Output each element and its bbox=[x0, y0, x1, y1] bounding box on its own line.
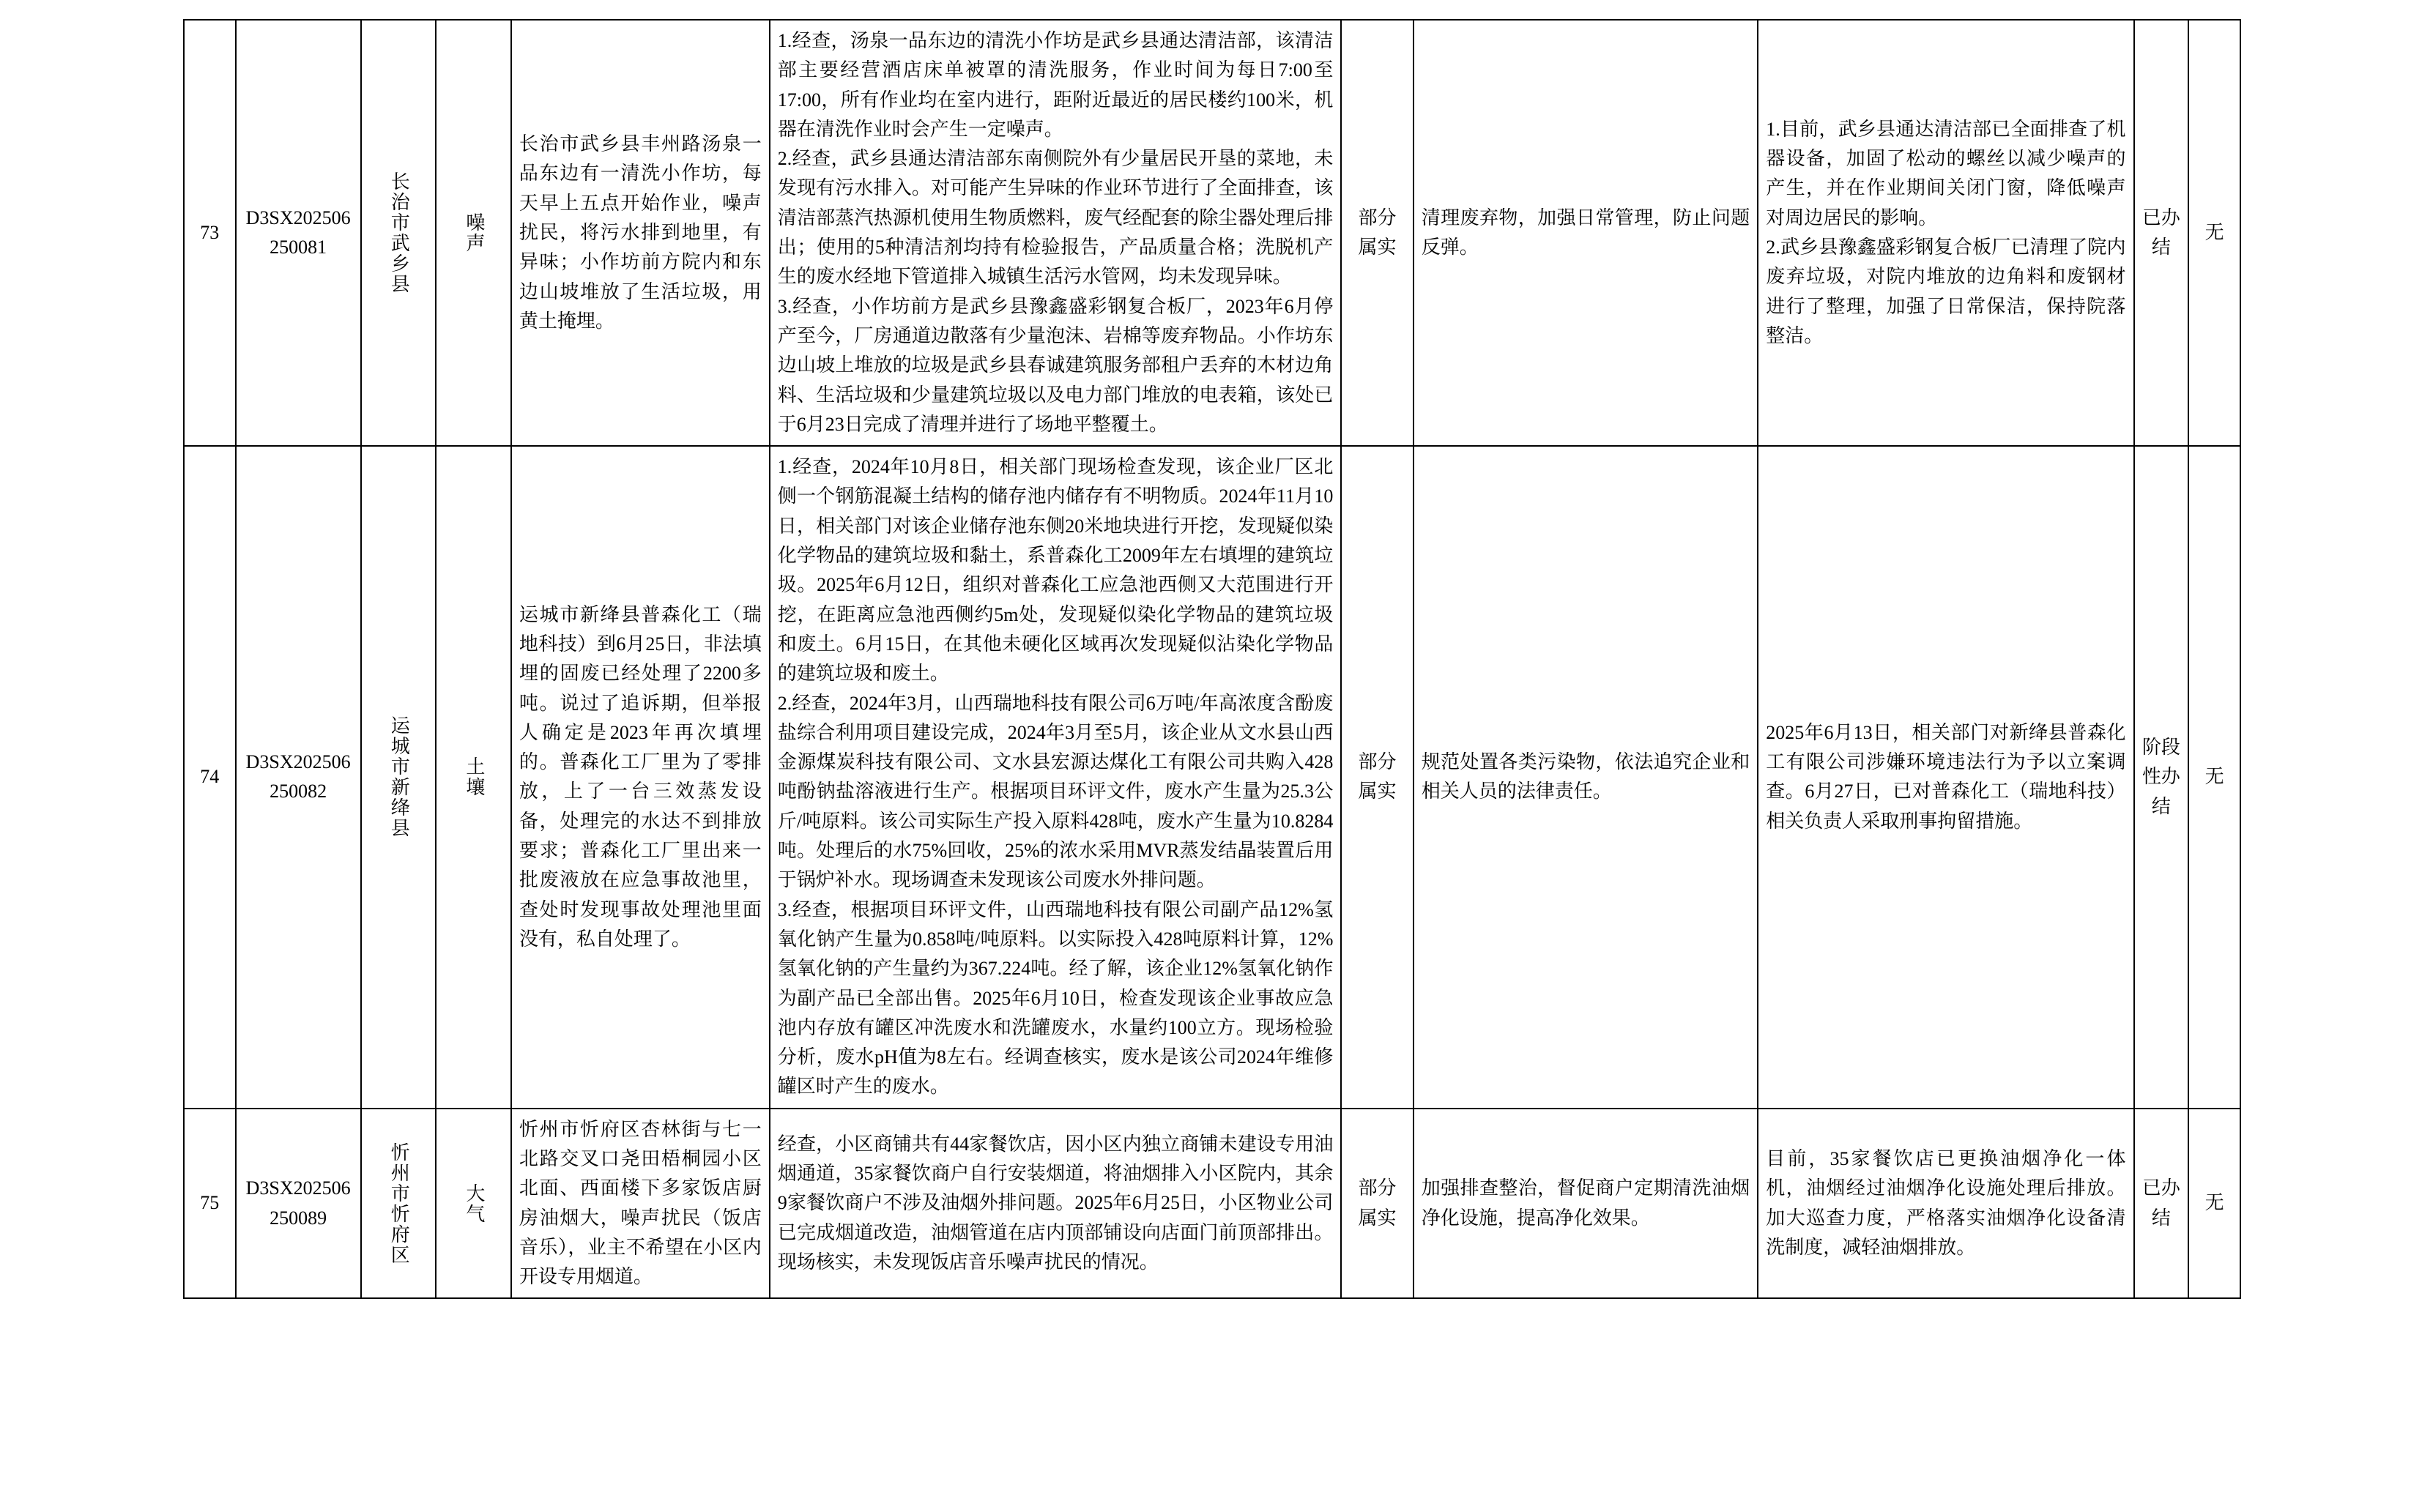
investigation-paragraph: 3.经查，小作坊前方是武乡县豫鑫盛彩钢复合板厂，2023年6月停产至今，厂房通道边散落有少量泡沫、岩棉等废弃物品。小作坊东边山坡上堆放的垃圾是武乡县春诚建筑服务部租户丢弃的木材边角料、生活垃圾和少量建筑垃圾以及电力部门堆放的电表箱，该处已于6月23日完成了清理并进行了场地平整覆土。 bbox=[777, 295, 1334, 435]
report-table bbox=[183, 19, 2241, 1299]
row-investigation bbox=[770, 446, 1342, 1109]
row-investigation bbox=[770, 1109, 1342, 1299]
investigation-paragraph: 3.经查，根据项目环评文件，山西瑞地科技有限公司副产品12%氢氧化钠产生量为0.858吨/吨原料。以实际投入428吨原料计算，12%氢氧化钠的产生量约为367.224吨。经了解，该企业12%氢氧化钠作为副产品已全部出售。2025年6月10日，检查发现该企业事故应急池内存放有罐区冲洗废水和洗罐废水，水量约100立方。现场检验分析，废水pH值为8左右。经调查核实，废水是该公司2024年维修罐区时产生的废水。 bbox=[777, 898, 1334, 1098]
row-public: 无 bbox=[2188, 1109, 2240, 1299]
row-number: 74 bbox=[184, 446, 236, 1109]
row-type bbox=[436, 446, 511, 1109]
row-number: 73 bbox=[184, 20, 236, 446]
row-description: 忻州市忻府区杏林街与七一北路交叉口尧田梧桐园小区北面、西面楼下多家饭店厨房油烟大，噪声扰民（饭店音乐），业主不希望在小区内开设专用烟道。 bbox=[511, 1109, 770, 1299]
investigation-paragraph: 2.经查，2024年3月，山西瑞地科技有限公司6万吨/年高浓度含酚废盐综合利用项目建设完成，2024年3月至5月，该企业从文水县山西金源煤炭科技有限公司、文水县宏源达煤化工有限公司共购入428吨酚钠盐溶液进行生产。根据项目环评文件，废水产生量为25.3公斤/吨原料。该公司实际生产投入原料428吨，废水产生量为10.8284吨。处理后的水75%回收，25%的浓水采用MVR蒸发结晶装置后用于锅炉补水。现场调查未发现该公司废水外排问题。 bbox=[777, 692, 1334, 891]
row-measures bbox=[1758, 1109, 2133, 1299]
row-investigation bbox=[770, 20, 1342, 446]
row-status: 阶段性办结 bbox=[2134, 446, 2189, 1109]
row-type-label: 大气 bbox=[463, 1183, 485, 1224]
row-handling: 清理废弃物，加强日常管理，防止问题反弹。 bbox=[1414, 20, 1758, 446]
row-type-label: 土壤 bbox=[463, 756, 485, 798]
row-code: D3SX202506250089 bbox=[236, 1109, 361, 1299]
row-region bbox=[361, 1109, 437, 1299]
measure-paragraph: 2.武乡县豫鑫盛彩钢复合板厂已清理了院内废弃垃圾，对院内堆放的边角料和废钢材进行了整理，加强了日常保洁，保持院落整洁。 bbox=[1766, 237, 2126, 346]
row-status: 已办结 bbox=[2134, 1109, 2189, 1299]
measure-paragraph: 2025年6月13日，相关部门对新绛县普森化工有限公司涉嫌环境违法行为予以立案调查。6月27日，已对普森化工（瑞地科技）相关负责人采取刑事拘留措施。 bbox=[1766, 721, 2126, 832]
measure-paragraph: 1.目前，武乡县通达清洁部已全面排查了机器设备，加固了松动的螺丝以减少噪声的产生，并在作业期间关闭门窗，降低噪声对周边居民的影响。 bbox=[1766, 118, 2126, 228]
row-measures bbox=[1758, 20, 2133, 446]
investigation-paragraph: 1.经查，汤泉一品东边的清洗小作坊是武乡县通达清洁部，该清洁部主要经营酒店床单被罩的清洗服务，作业时间为每日7:00至17:00，所有作业均在室内进行，距附近最近的居民楼约100米，机器在清洗作业时会产生一定噪声。 bbox=[777, 30, 1334, 140]
row-region-label: 忻州市忻府区 bbox=[388, 1142, 410, 1265]
row-status: 已办结 bbox=[2134, 20, 2189, 446]
measure-paragraph: 目前，35家餐饮店已更换油烟净化一体机，油烟经过油烟净化设施处理后排放。加大巡查力度，严格落实油烟净化设备清洗制度，减轻油烟排放。 bbox=[1766, 1147, 2126, 1258]
row-region-label: 长治市武乡县 bbox=[388, 171, 410, 295]
row-measures bbox=[1758, 446, 2133, 1109]
row-region-label: 运城市新绛县 bbox=[388, 715, 410, 839]
row-type bbox=[436, 1109, 511, 1299]
row-public: 无 bbox=[2188, 20, 2240, 446]
row-is-true: 部分属实 bbox=[1341, 1109, 1413, 1299]
row-is-true: 部分属实 bbox=[1341, 20, 1413, 446]
investigation-paragraph: 1.经查，2024年10月8日，相关部门现场检查发现，该企业厂区北侧一个钢筋混凝土结构的储存池内储存有不明物质。2024年11月10日，相关部门对该企业储存池东侧20米地块进行开挖，发现疑似染化学物品的建筑垃圾和黏土，系普森化工2009年左右填埋的建筑垃圾。2025年6月12日，组织对普森化工应急池西侧又大范围进行开挖，在距离应急池西侧约5m处，发现疑似染化学物品的建筑垃圾和废土。6月15日，在其他未硬化区域再次发现疑似沾染化学物品的建筑垃圾和废土。 bbox=[777, 456, 1334, 685]
investigation-paragraph: 经查，小区商铺共有44家餐饮店，因小区内独立商铺未建设专用油烟通道，35家餐饮商户自行安装烟道，将油烟排入小区院内，其余9家餐饮商户不涉及油烟外排问题。2025年6月25日，小区物业公司已完成烟道改造，油烟管道在店内顶部铺设向店面门前顶部排出。现场核实，未发现饭店音乐噪声扰民的情况。 bbox=[777, 1133, 1334, 1273]
row-code: D3SX202506250081 bbox=[236, 20, 361, 446]
row-type-label: 噪声 bbox=[463, 212, 485, 254]
row-handling: 规范处置各类污染物，依法追究企业和相关人员的法律责任。 bbox=[1414, 446, 1758, 1109]
row-region bbox=[361, 446, 437, 1109]
row-is-true: 部分属实 bbox=[1341, 446, 1413, 1109]
row-code: D3SX202506250082 bbox=[236, 446, 361, 1109]
table-row bbox=[184, 1109, 2240, 1299]
table-row bbox=[184, 446, 2240, 1109]
table-row bbox=[184, 20, 2240, 446]
row-type bbox=[436, 20, 511, 446]
row-description: 运城市新绛县普森化工（瑞地科技）到6月25日，非法填埋的固废已经处理了2200多吨。说过了追诉期，但举报人确定是2023年再次填埋的。普森化工厂里为了零排放，上了一台三效蒸发设备，处理完的水达不到排放要求；普森化工厂里出来一批废液放在应急事故池里，查处时发现事故处理池里面没有，私自处理了。 bbox=[511, 446, 770, 1109]
row-number: 75 bbox=[184, 1109, 236, 1299]
row-handling: 加强排查整治，督促商户定期清洗油烟净化设施，提高净化效果。 bbox=[1414, 1109, 1758, 1299]
investigation-paragraph: 2.经查，武乡县通达清洁部东南侧院外有少量居民开垦的菜地，未发现有污水排入。对可能产生异味的作业环节进行了全面排查，该清洁部蒸汽热源机使用生物质燃料，废气经配套的除尘器处理后排出；使用的5种清洁剂均持有检验报告，产品质量合格；洗脱机产生的废水经地下管道排入城镇生活污水管网，均未发现异味。 bbox=[777, 148, 1334, 288]
row-public: 无 bbox=[2188, 446, 2240, 1109]
row-description: 长治市武乡县丰州路汤泉一品东边有一清洗小作坊，每天早上五点开始作业，噪声扰民，将污水排到地里，有异味；小作坊前方院内和东边山坡堆放了生活垃圾，用黄土掩埋。 bbox=[511, 20, 770, 446]
row-region bbox=[361, 20, 437, 446]
